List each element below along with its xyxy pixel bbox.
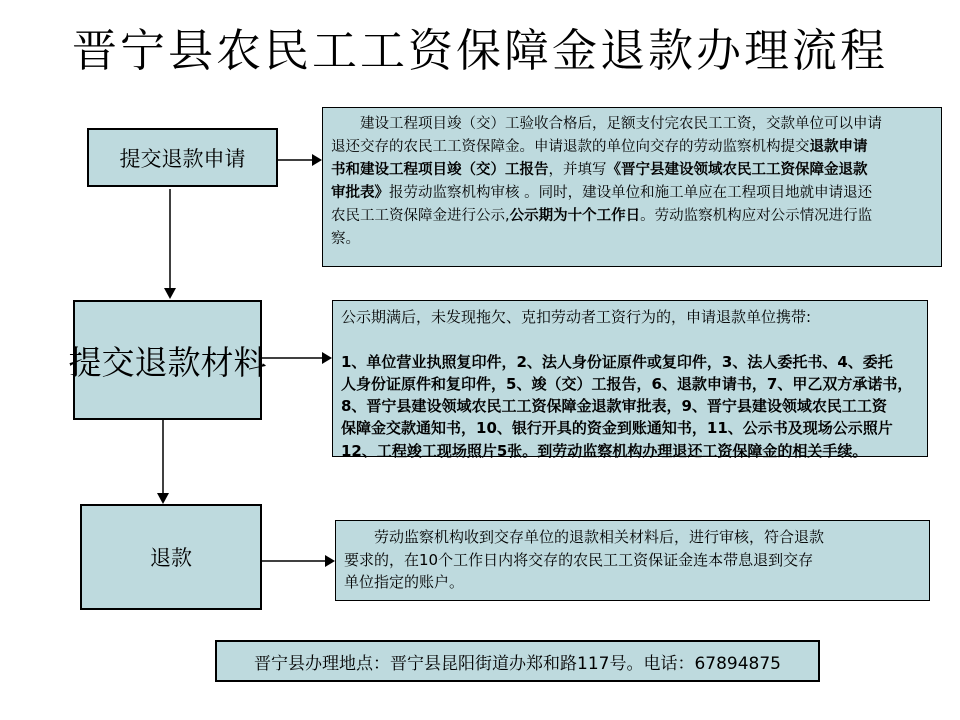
flow-step-refund — [80, 504, 262, 610]
footer-address-box — [215, 640, 820, 682]
flow-step-label: 退款 — [150, 546, 192, 570]
detail-box-refund-processing: 劳动监察机构收到交存单位的退款相关材料后，进行审核，符合退款 要求的，在10个工作日内将交存的农民工工资保证金连本带息退到交存 单位指定的账户。 — [335, 520, 930, 601]
arrow-step1-to-step2 — [164, 189, 176, 299]
arrow-step2-to-detail2 — [262, 352, 332, 364]
detail-box-required-materials: 公示期满后，未发现拖欠、克扣劳动者工资行为的，申请退款单位携带: 1、单位营业执照复印件，2、法人身份证原件或复印件，3、法人委托书、4、委托 人身份证原件和复印件，5、竣（交）工报告，6、退款申请书，7、甲乙双方承诺书， 8、晋宁县建设领域农民工工资保障金退款审批表，9、晋宁县建设领域农民工工资 保障金交款通知书，10、银行开具的资金到账通知书，11、公示书及现场公示照片 12、工程竣工现场照片5张。到劳动监察机构办理退还工资保障金的相关手续。 — [332, 300, 928, 457]
detail-box-application-procedure: 建设工程项目竣（交）工验收合格后，足额支付完农民工工资，交款单位可以申请 退还交存的农民工工资保障金。申请退款的单位向交存的劳动监察机构提交退款申请 书和建设工程项目竣（交）工报告，并填写《晋宁县建设领域农民工工资保障金退款 审批表》报劳动监察机构审核 。同时，建设单位和施工单应在工程项目地就申请退还 农民工工资保障金进行公示,公示期为十个工作日。劳动监察机构应对公示情况进行监 察。 — [322, 107, 942, 267]
arrow-step3-to-detail3 — [262, 555, 335, 567]
arrow-step2-to-step3 — [157, 420, 169, 504]
flow-step-label: 提交退款材料 — [68, 342, 267, 382]
arrow-step1-to-detail1 — [278, 154, 322, 166]
footer-address-text: 晋宁县办理地点：晋宁县昆阳街道办郑和路117号。电话：67894875 — [254, 653, 781, 674]
flow-step-submit-application — [87, 128, 278, 187]
flow-step-submit-materials — [68, 300, 267, 420]
page-title: 晋宁县农民工工资保障金退款办理流程 — [71, 24, 888, 77]
flow-step-label: 提交退款申请 — [119, 146, 246, 171]
